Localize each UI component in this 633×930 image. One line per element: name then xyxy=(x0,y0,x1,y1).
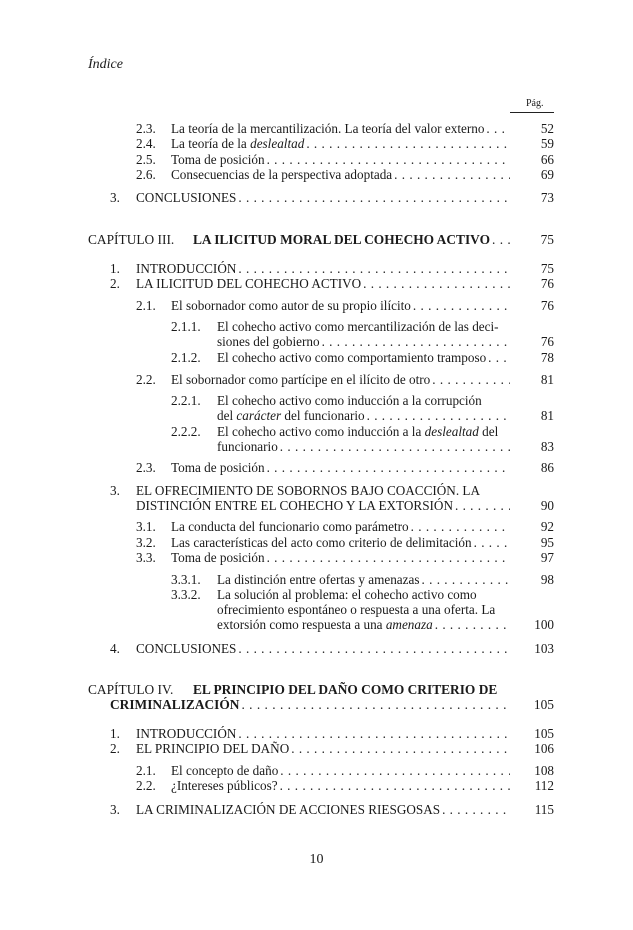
page-ref: 52 xyxy=(540,121,554,136)
section-title: ¿Intereses públicos? xyxy=(171,778,278,793)
leader-dots xyxy=(280,763,510,778)
leader-dots xyxy=(267,460,510,475)
page-ref: 75 xyxy=(540,232,554,247)
leader-dots xyxy=(411,519,510,534)
page-ref: 81 xyxy=(540,408,554,423)
section-title: El cohecho activo como mercantilización de las deci- xyxy=(217,319,499,334)
page-ref: 100 xyxy=(534,617,554,632)
section-title: Toma de posición xyxy=(171,550,265,565)
leader-dots xyxy=(394,167,510,182)
section-number: 3.2. xyxy=(136,535,156,550)
section-number: 2.3. xyxy=(136,460,156,475)
section-title: del carácter del funcionario xyxy=(217,408,365,423)
page-ref: 78 xyxy=(540,350,554,365)
page-ref: 95 xyxy=(540,535,554,550)
page-ref: 112 xyxy=(534,778,554,793)
page-ref: 83 xyxy=(540,439,554,454)
section-title: EL OFRECIMIENTO DE SOBORNOS BAJO COACCIÓN. LA xyxy=(136,483,480,498)
section-number: 3.3.1. xyxy=(171,572,201,587)
section-title: INTRODUCCIÓN xyxy=(136,726,237,741)
page-ref: 81 xyxy=(540,372,554,387)
section-number: 2.2.1. xyxy=(171,393,201,408)
page-ref: 97 xyxy=(540,550,554,565)
page-ref: 105 xyxy=(533,697,554,712)
section-title: CONCLUSIONES xyxy=(136,641,237,656)
chapter-label: CAPÍTULO III. xyxy=(88,232,175,247)
section-title: Consecuencias de la perspectiva adoptada xyxy=(171,167,393,182)
section-title: EL PRINCIPIO DEL DAÑO xyxy=(136,741,290,756)
section-title: INTRODUCCIÓN xyxy=(136,261,237,276)
page-ref: 108 xyxy=(534,763,554,778)
leader-dots xyxy=(422,572,511,587)
section-title: El cohecho activo como inducción a la corrupción xyxy=(217,393,482,408)
section-number: 3.3.2. xyxy=(171,587,201,602)
section-number: 3.3. xyxy=(136,550,156,565)
chapter-label: CAPÍTULO IV. xyxy=(88,682,174,697)
section-title: siones del gobierno xyxy=(217,334,320,349)
section-number: 2.1. xyxy=(136,298,156,313)
page-ref: 92 xyxy=(540,519,554,534)
section-number: 2.6. xyxy=(136,167,156,182)
section-title: extorsión como respuesta a una amenaza xyxy=(217,617,433,632)
leader-dots xyxy=(367,408,510,423)
leader-dots xyxy=(486,121,510,136)
section-number: 2.2. xyxy=(136,778,156,793)
section-title: La distinción entre ofertas y amenazas xyxy=(217,572,420,587)
leader-dots xyxy=(238,641,510,656)
page-ref: 76 xyxy=(540,334,554,349)
leader-dots xyxy=(280,778,510,793)
section-number: 2. xyxy=(110,741,120,756)
section-number: 2.4. xyxy=(136,136,156,151)
section-number: 2.1. xyxy=(136,763,156,778)
leader-dots xyxy=(267,550,510,565)
chapter-title: EL PRINCIPIO DEL DAÑO COMO CRITERIO DE xyxy=(193,682,498,697)
section-title: El cohecho activo como inducción a la deslealtad del xyxy=(217,424,499,439)
leader-dots xyxy=(306,136,510,151)
leader-dots xyxy=(241,697,510,712)
section-title: El sobornador como autor de su propio ilícito xyxy=(171,298,411,313)
leader-dots xyxy=(267,152,510,167)
section-title: DISTINCIÓN ENTRE EL COHECHO Y LA EXTORSIÓN xyxy=(136,498,453,513)
section-number: 1. xyxy=(110,726,120,741)
leader-dots xyxy=(442,802,510,817)
leader-dots xyxy=(291,741,510,756)
page-ref: 66 xyxy=(540,152,554,167)
section-title: Toma de posición xyxy=(171,460,265,475)
leader-dots xyxy=(488,350,510,365)
page-column-label: Pág. xyxy=(526,98,544,109)
page-ref: 98 xyxy=(540,572,554,587)
section-number: 2.3. xyxy=(136,121,156,136)
section-title: El concepto de daño xyxy=(171,763,279,778)
section-number: 1. xyxy=(110,261,120,276)
section-title: CONCLUSIONES xyxy=(136,190,237,205)
section-title: funcionario xyxy=(217,439,278,454)
section-title: Toma de posición xyxy=(171,152,265,167)
section-number: 3. xyxy=(110,190,120,205)
page-ref: 86 xyxy=(540,460,554,475)
leader-dots xyxy=(238,190,510,205)
section-number: 2.1.2. xyxy=(171,350,201,365)
page-ref: 103 xyxy=(534,641,554,656)
section-title: La solución al problema: el cohecho activo como xyxy=(217,587,477,602)
page-ref: 75 xyxy=(540,261,554,276)
section-title: El cohecho activo como comportamiento tramposo xyxy=(217,350,487,365)
page-ref: 59 xyxy=(540,136,554,151)
section-number: 3. xyxy=(110,483,120,498)
section-title: La conducta del funcionario como parámetro xyxy=(171,519,409,534)
leader-dots xyxy=(280,439,510,454)
chapter-title: CRIMINALIZACIÓN xyxy=(110,697,240,712)
leader-dots xyxy=(322,334,510,349)
section-title: La teoría de la deslealtad xyxy=(171,136,305,151)
page-ref: 73 xyxy=(540,190,554,205)
section-title: El sobornador como partícipe en el ilícito de otro xyxy=(171,372,431,387)
leader-dots xyxy=(492,232,510,247)
section-title: Las características del acto como criterio de delimitación xyxy=(171,535,472,550)
section-number: 2.2.2. xyxy=(171,424,201,439)
section-number: 2. xyxy=(110,276,120,291)
section-title: La teoría de la mercantilización. La teoría del valor externo xyxy=(171,121,485,136)
page-ref: 106 xyxy=(534,741,554,756)
section-number: 4. xyxy=(110,641,120,656)
chapter-title: LA ILICITUD MORAL DEL COHECHO ACTIVO xyxy=(193,232,490,247)
leader-dots xyxy=(432,372,510,387)
section-number: 3. xyxy=(110,802,120,817)
section-number: 3.1. xyxy=(136,519,156,534)
page-ref: 105 xyxy=(534,726,554,741)
leader-dots xyxy=(238,261,510,276)
leader-dots xyxy=(455,498,510,513)
page-ref: 76 xyxy=(540,298,554,313)
page-ref: 115 xyxy=(534,802,554,817)
running-head: Índice xyxy=(88,57,123,72)
page-ref: 69 xyxy=(540,167,554,182)
page-number: 10 xyxy=(309,852,324,867)
page-ref: 76 xyxy=(540,276,554,291)
section-number: 2.1.1. xyxy=(171,319,201,334)
section-title: ofrecimiento espontáneo o respuesta a una oferta. La xyxy=(217,602,496,617)
leader-dots xyxy=(474,535,510,550)
page-ref: 90 xyxy=(540,498,554,513)
section-number: 2.5. xyxy=(136,152,156,167)
section-number: 2.2. xyxy=(136,372,156,387)
section-title: LA ILICITUD DEL COHECHO ACTIVO xyxy=(136,276,362,291)
section-title: LA CRIMINALIZACIÓN DE ACCIONES RIESGOSAS xyxy=(136,802,441,817)
leader-dots xyxy=(435,617,510,632)
leader-dots xyxy=(413,298,510,313)
leader-dots xyxy=(238,726,510,741)
leader-dots xyxy=(363,276,510,291)
